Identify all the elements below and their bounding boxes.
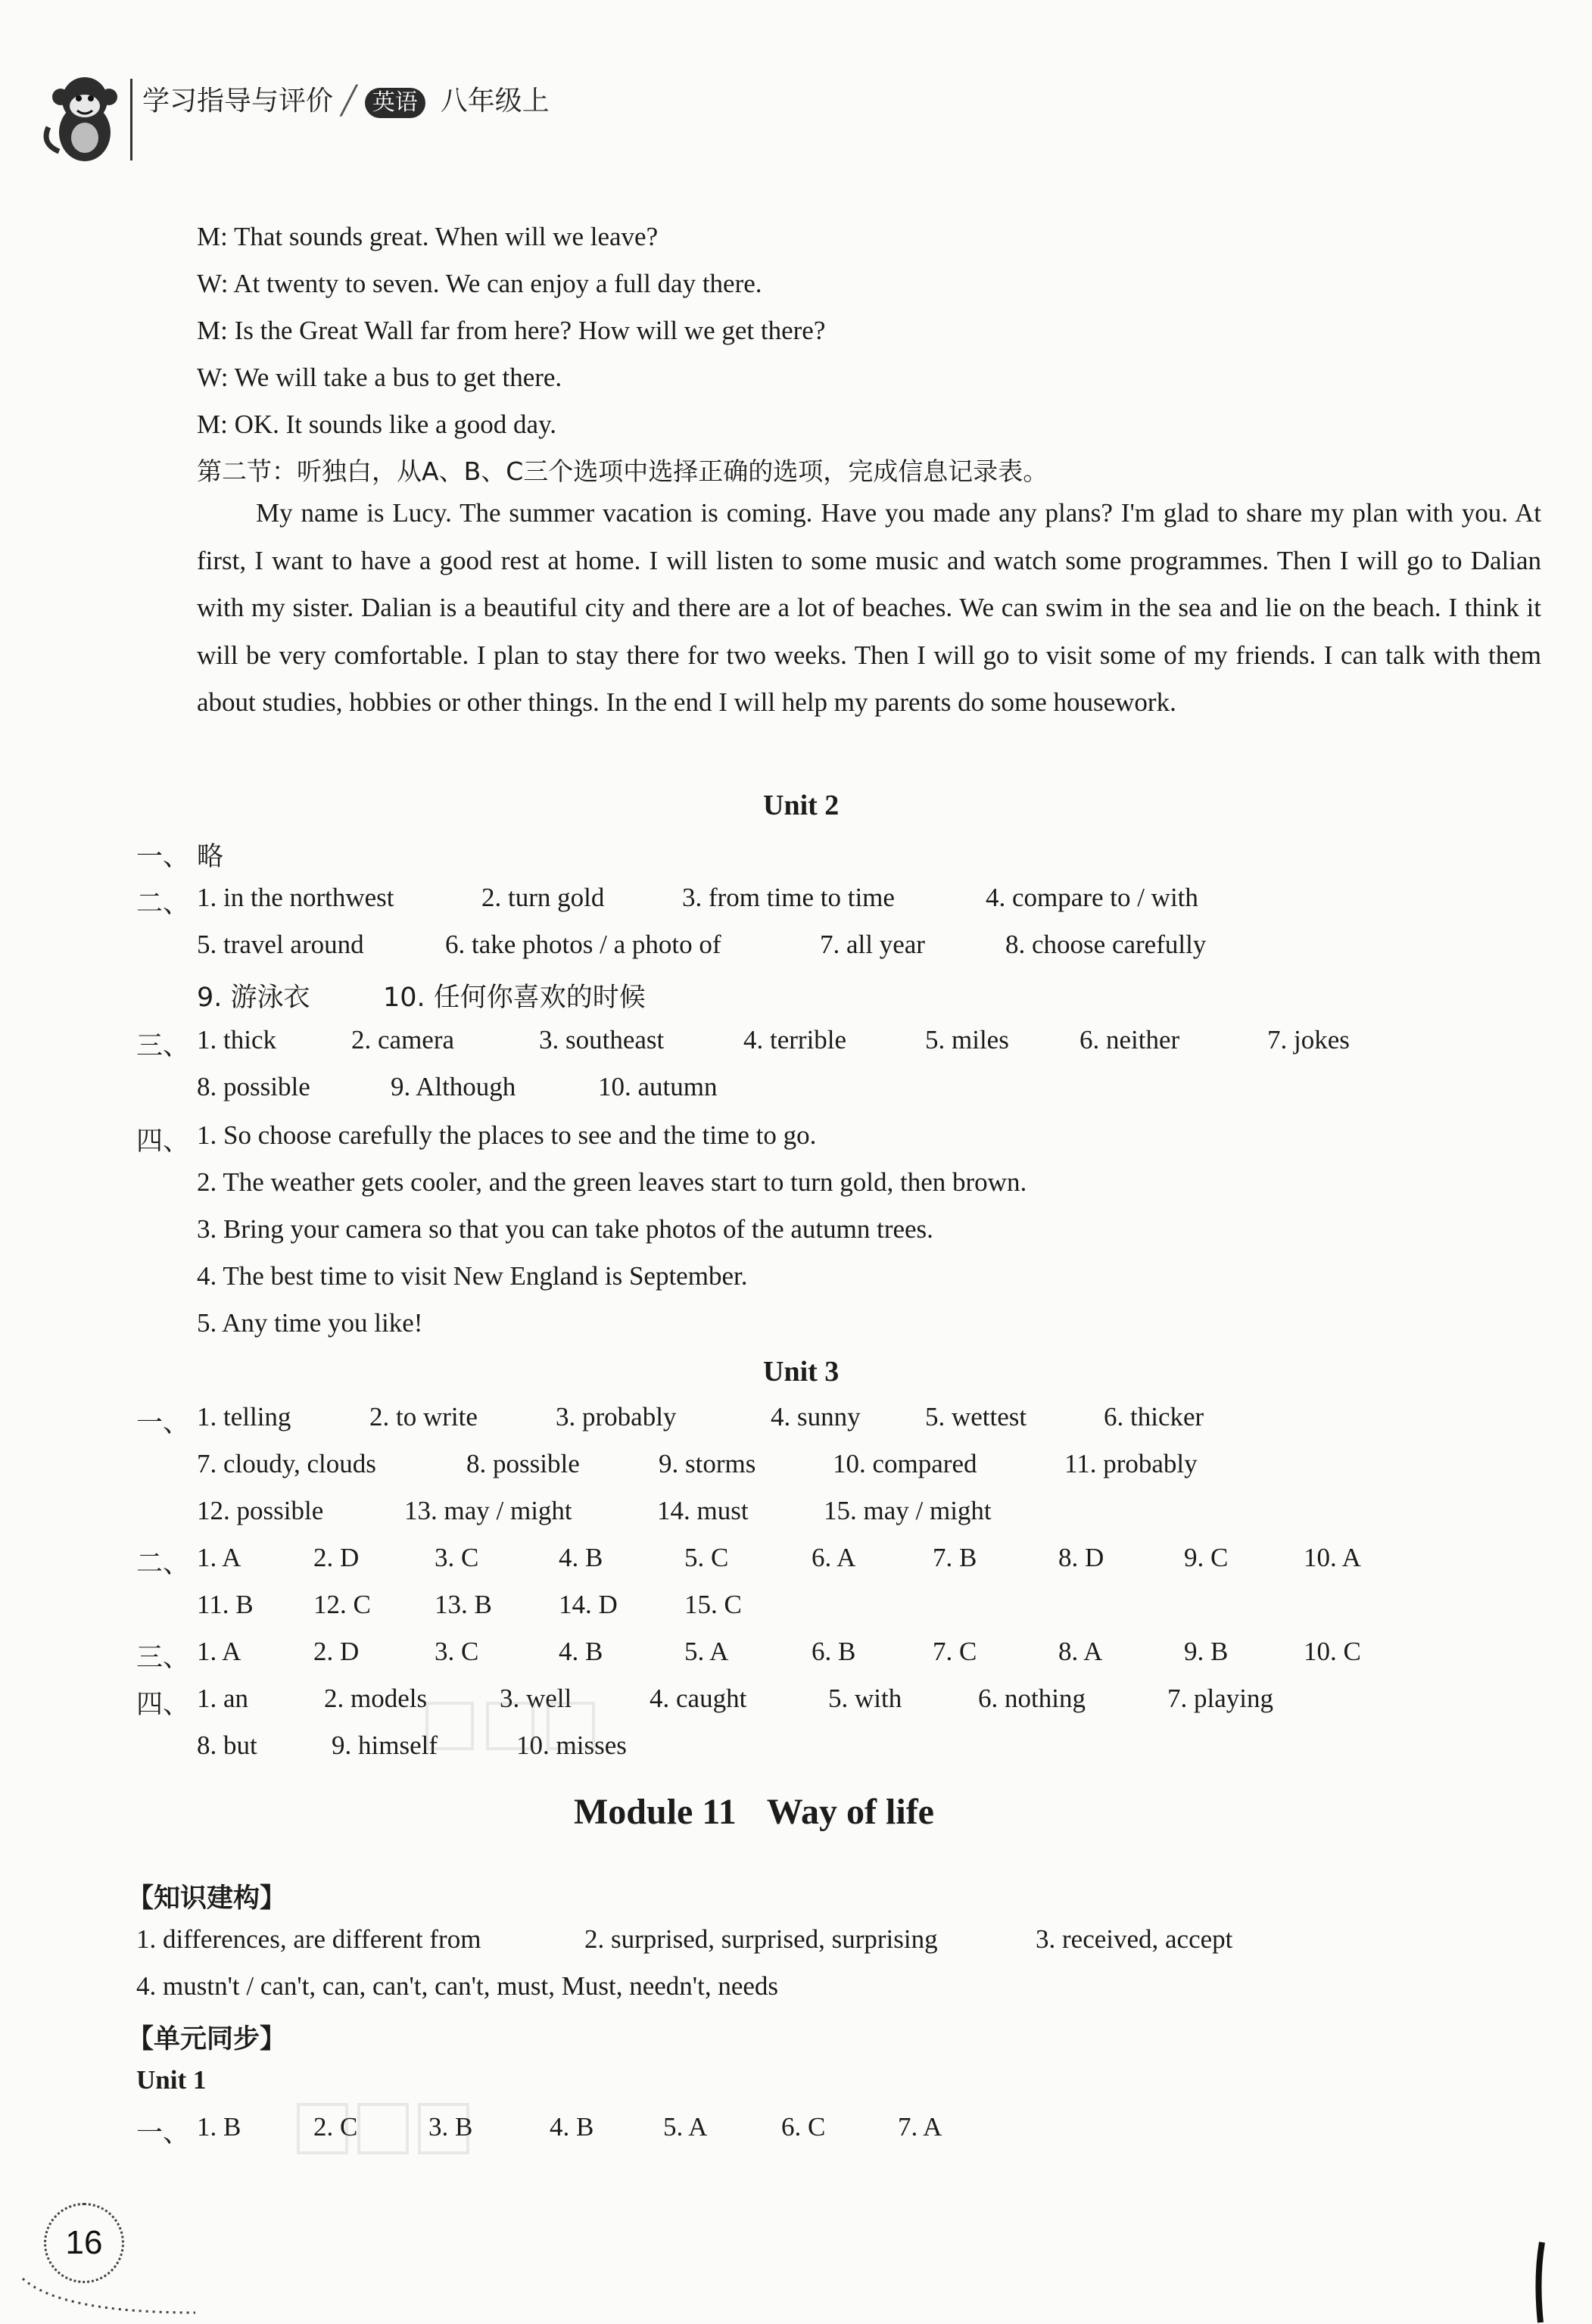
answer-item: 11. probably xyxy=(1064,1449,1198,1478)
answer-item: 3. well xyxy=(500,1684,572,1713)
answer-item: 6. B xyxy=(812,1637,856,1666)
answer-item: 2. D xyxy=(313,1637,360,1666)
answer-item: 10. autumn xyxy=(598,1072,718,1101)
monologue-paragraph: My name is Lucy. The summer vacation is coming. Have you made any plans? I'm glad to share my plan with you. At first, I want to have a good rest at home. I will listen to some music and watch some programmes. Then I will go to Dalian with my sister. Dalian is a beautiful city and there are a lot of beaches. We can swim in the sea and lie on the beach. I think it will be very comfortable. I plan to stay there for two weeks. Then I will go to visit some of my friends. I can talk with them about studies, hobbies or other things. In the end I will help my parents do some housework. xyxy=(197,498,1541,718)
answer-item: 4. sunny xyxy=(771,1402,861,1431)
answer-item: 3. Bring your camera so that you can take photos of the autumn trees. xyxy=(197,1214,933,1244)
answer-item: 3. C xyxy=(435,1543,479,1572)
answer-item: 1. A xyxy=(197,1543,241,1572)
answer-item: 10. A xyxy=(1304,1543,1361,1572)
monkey-mascot-icon xyxy=(38,68,129,167)
part-prefix: 三、 xyxy=(136,1031,190,1061)
answer-item: 1. A xyxy=(197,1637,241,1666)
answer-item: 13. B xyxy=(435,1590,492,1619)
answer-item: 7. B xyxy=(933,1543,977,1572)
answer-item: 6. take photos / a photo of xyxy=(445,930,721,959)
dialogue-line: M: Is the Great Wall far from here? How will we get there? xyxy=(197,316,826,345)
answer-item: 1. thick xyxy=(197,1025,276,1055)
answer-item: 5. C xyxy=(684,1543,729,1572)
answer-item: 4. B xyxy=(559,1543,603,1572)
answer-item: 8. possible xyxy=(466,1449,580,1478)
answer-item: 2. D xyxy=(313,1543,360,1572)
answer-item: 8. A xyxy=(1058,1637,1103,1666)
answer-item: 3. B xyxy=(428,2112,473,2142)
grade-label: 八年级上 xyxy=(440,86,550,117)
answer-item: 15. C xyxy=(684,1590,742,1619)
answer-item: 6. thicker xyxy=(1104,1402,1204,1431)
answer-item: 6. C xyxy=(781,2112,826,2142)
part-prefix: 四、 xyxy=(136,1126,190,1157)
answer-item: 2. surprised, surprised, surprising xyxy=(584,1924,938,1954)
answer-item: 11. B xyxy=(197,1590,254,1619)
dialogue-line: W: We will take a bus to get there. xyxy=(197,363,562,392)
unit-heading: Unit 2 xyxy=(763,790,840,821)
answer-item: 2. turn gold xyxy=(481,883,605,912)
answer-item: 1. So choose carefully the places to see and the time to go. xyxy=(197,1120,817,1150)
answer-item: 9. storms xyxy=(659,1449,756,1478)
answer-item: 7. C xyxy=(933,1637,977,1666)
dialogue-line: M: That sounds great. When will we leave? xyxy=(197,222,659,251)
answer-item: 4. The best time to visit New England is September. xyxy=(197,1261,748,1291)
section-label: 【单元同步】 xyxy=(127,2024,287,2055)
answer-item: 8. possible xyxy=(197,1072,310,1101)
header-divider xyxy=(130,79,132,160)
part-prefix: 四、 xyxy=(136,1690,190,1720)
answer-item: 14. must xyxy=(657,1496,749,1525)
answer-item: 6. nothing xyxy=(978,1684,1086,1713)
answer-item: 9. C xyxy=(1184,1543,1229,1572)
answer-item: 3. southeast xyxy=(539,1025,665,1055)
unit-heading: Unit 1 xyxy=(136,2065,207,2095)
answer-item: 5. wettest xyxy=(925,1402,1027,1431)
answer-item: 2. camera xyxy=(351,1025,455,1055)
answer-item: 10. C xyxy=(1304,1637,1361,1666)
module-name: Way of life xyxy=(766,1792,934,1832)
answer-item: 12. C xyxy=(313,1590,371,1619)
answer-item: 13. may / might xyxy=(404,1496,572,1525)
unit-heading: Unit 3 xyxy=(763,1356,840,1388)
module-title xyxy=(574,1791,934,1833)
part-prefix: 一、 xyxy=(136,842,190,872)
answer-item: 8. but xyxy=(197,1731,257,1760)
answer-item: 7. playing xyxy=(1167,1684,1273,1713)
part-prefix: 一、 xyxy=(136,2118,190,2148)
subject-badge: 英语 xyxy=(365,88,425,118)
answer-item: 10. misses xyxy=(516,1731,627,1760)
answer-item: 8. D xyxy=(1058,1543,1104,1572)
answer-item: 3. from time to time xyxy=(682,883,895,912)
answer-item: 4. compare to / with xyxy=(986,883,1198,912)
answer-item: 7. all year xyxy=(820,930,925,959)
answer-item: 1. B xyxy=(197,2112,241,2142)
module-number: Module 11 xyxy=(574,1792,737,1832)
answer-item: 3. received, accept xyxy=(1036,1924,1233,1954)
answer-item: 5. travel around xyxy=(197,930,364,959)
answer-item: 10. 任何你喜欢的时候 xyxy=(383,983,646,1013)
answer-item: 4. caught xyxy=(650,1684,747,1713)
answer-item: 2. The weather gets cooler, and the green leaves start to turn gold, then brown. xyxy=(197,1167,1027,1197)
answer-item: 7. jokes xyxy=(1267,1025,1350,1055)
scan-edge-mark xyxy=(1533,2241,1548,2324)
answer-item: 15. may / might xyxy=(824,1496,992,1525)
answer-item: 6. neither xyxy=(1080,1025,1180,1055)
answer-item: 5. A xyxy=(684,1637,729,1666)
watermark-mark xyxy=(295,2097,522,2165)
dialogue-line: M: OK. It sounds like a good day. xyxy=(197,410,557,439)
answer-item: 4. B xyxy=(559,1637,603,1666)
answer-item: 略 xyxy=(197,842,224,872)
answer-item: 1. in the northwest xyxy=(197,883,394,912)
answer-item: 2. C xyxy=(313,2112,358,2142)
answer-item: 4. mustn't / can't, can, can't, can't, must, Must, needn't, needs xyxy=(136,1971,779,2001)
part-prefix: 二、 xyxy=(136,1549,190,1579)
section-label: 【知识建构】 xyxy=(127,1883,287,1914)
page-number: 16 xyxy=(44,2203,124,2283)
answer-item: 5. with xyxy=(828,1684,902,1713)
answer-item: 2. to write xyxy=(369,1402,478,1431)
part-prefix: 三、 xyxy=(136,1643,190,1673)
answer-item: 4. terrible xyxy=(743,1025,847,1055)
answer-item: 7. cloudy, clouds xyxy=(197,1449,376,1478)
answer-item: 9. Although xyxy=(391,1072,516,1101)
page-header xyxy=(38,68,719,167)
answer-item: 1. an xyxy=(197,1684,249,1713)
answer-item: 6. A xyxy=(812,1543,856,1572)
dialogue-line: W: At twenty to seven. We can enjoy a full day there. xyxy=(197,269,762,298)
part-prefix: 一、 xyxy=(136,1408,190,1438)
part-prefix: 二、 xyxy=(136,889,190,919)
answer-item: 9. 游泳衣 xyxy=(197,983,310,1013)
answer-item: 9. B xyxy=(1184,1637,1229,1666)
answer-item: 7. A xyxy=(898,2112,942,2142)
answer-item: 4. B xyxy=(550,2112,594,2142)
answer-item: 5. A xyxy=(663,2112,708,2142)
answer-item: 1. telling xyxy=(197,1402,291,1431)
answer-item: 1. differences, are different from xyxy=(136,1924,481,1954)
answer-item: 5. miles xyxy=(925,1025,1009,1055)
answer-item: 3. C xyxy=(435,1637,479,1666)
answer-item: 2. models xyxy=(324,1684,428,1713)
watermark-mark xyxy=(424,1696,621,1756)
answer-item: 10. compared xyxy=(833,1449,977,1478)
answer-item: 12. possible xyxy=(197,1496,324,1525)
answer-item: 14. D xyxy=(559,1590,618,1619)
answer-item: 3. probably xyxy=(556,1402,677,1431)
book-title: 学习指导与评价 xyxy=(142,86,334,117)
answer-item: 5. Any time you like! xyxy=(197,1308,423,1338)
header-title: 学习指导与评价 ╱ 英语 八年级上 xyxy=(142,86,550,117)
section-instruction: 第二节：听独白，从A、B、C三个选项中选择正确的选项，完成信息记录表。 xyxy=(197,456,1048,486)
answer-item: 9. himself xyxy=(332,1731,438,1760)
answer-item: 8. choose carefully xyxy=(1005,930,1207,959)
